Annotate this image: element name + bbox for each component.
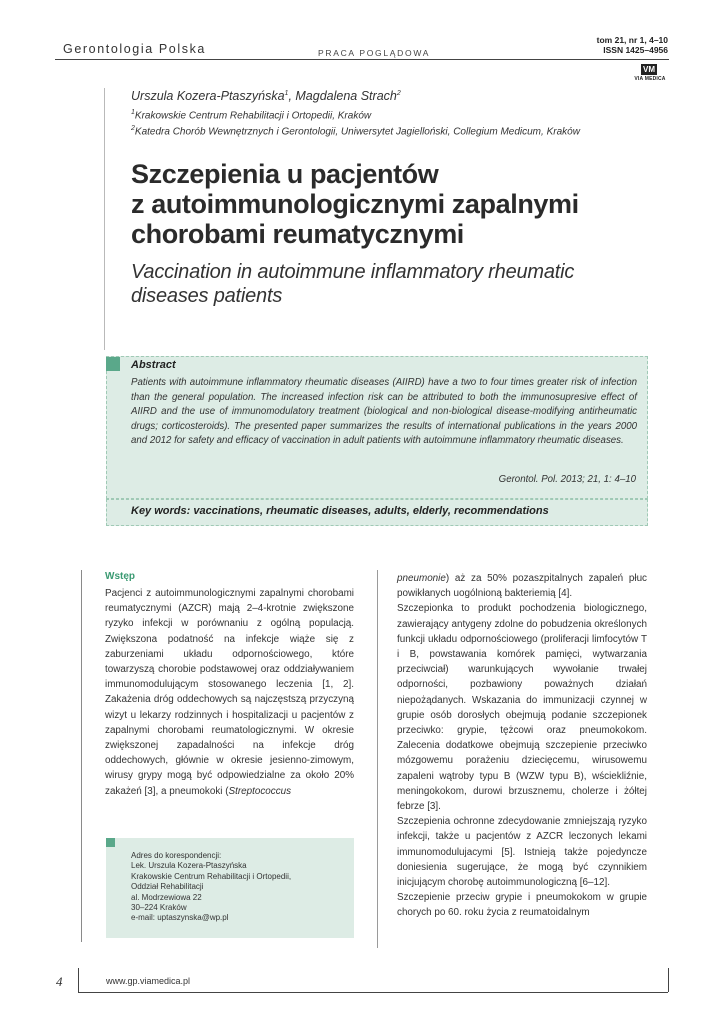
publisher-logo <box>630 64 670 88</box>
author-1: Urszula Kozera-Ptaszyńska <box>131 89 285 103</box>
via-medica-logo-icon: VM <box>643 65 655 74</box>
body-text-italic: Streptococcus <box>228 785 292 797</box>
body-paragraph: Szczepionka to produkt pochodzenia biologicznego, zawierający antygeny zdolne do pobudzenia określonych funkcji układu odpornościowego (proliferacji limfocytów T i B, powstawania komórek pamięci, wytwarzania przeciwciał) warunkujących wywołanie trwałej odporności, pozbawiony poważnych działań niepożądanych. Wskazania do immunizacji czynnej w grupie osób dorosłych obejmują podanie szczepionek przeciwko: grypie, tężcowi oraz pneumokokom. Zalecenia dodatkowe obejmują szczepienie przeciwko mózgowemu porażeniu dziecięcemu, wirusowemu zapaleni wątroby typu B (WZW typu B), wściekliźnie, meningokokom, durowi brzusznemu, cholerze i żółtej febrze [3]. <box>397 603 647 813</box>
correspondence-line: Krakowskie Centrum Rehabilitacji i Ortopedii, <box>131 871 292 881</box>
title-english <box>131 260 651 308</box>
body-text: Pacjenci z autoimmunologicznymi zapalnymi chorobami reumatycznymi (AZCR) mają 2–4-krotnie zwiększone ryzyko infekcji w porównaniu z ogólną populacją. Zwiększona podatność na infekcje wiąże się z zaburzeniami układu odpornościowego, które towarzyszą chorobie podstawowej oraz oddziaływaniem immunomodulującym stosowanego leczenia [1, 2]. Zakażenia dróg oddechowych są najczęstszą przyczyną wizyt u lekarzy rodzinnych i hospitalizacji u pacjentów z zapalnymi chorobami reumatologicznymi. W okresie zwiększonej zapadalności na infekcje dróg oddechowych, głównie w okresie jesienno-zimowym, wirusy grypy mogą być odpowiedzialne za około 20% zakażeń [3], a pneumokoki ( <box>105 588 354 797</box>
body-paragraph <box>397 571 647 601</box>
footer-url-link[interactable]: www.gp.viamedica.pl <box>106 976 191 986</box>
title-polish <box>131 159 651 249</box>
correspondence-line: al. Modrzewiowa 22 <box>131 892 202 902</box>
affiliation-1 <box>131 109 371 121</box>
header-rule <box>55 59 669 60</box>
author-2-affiliation-mark: 2 <box>396 89 401 97</box>
author-1-affiliation-mark: 1 <box>284 89 289 97</box>
issue-info <box>597 35 668 55</box>
body-column-right <box>397 571 647 921</box>
publisher-logo-text: VIA MEDICA <box>634 76 666 82</box>
title-english-line: diseases patients <box>131 285 283 307</box>
correspondence-line: 30–224 Kraków <box>131 903 187 913</box>
column-divider <box>377 570 378 948</box>
citation: Gerontol. Pol. 2013; 21, 1: 4–10 <box>498 474 636 485</box>
body-text-italic: pneumonie <box>397 573 446 584</box>
affiliation-2-text: Katedra Chorób Wewnętrznych i Gerontologii, Uniwersytet Jagielloński, Collegium Medicum, Kraków <box>134 126 580 138</box>
correspondence-marker-square <box>106 838 115 847</box>
footer-rule <box>78 968 79 992</box>
correspondence-line: Adres do korespondencji: <box>131 851 222 860</box>
affiliation-1-mark: 1 <box>131 109 135 116</box>
authors <box>131 89 401 103</box>
author-separator: , <box>288 89 296 103</box>
footer-rule <box>668 968 669 992</box>
correspondence-address <box>131 851 291 924</box>
left-margin-rule <box>81 570 82 942</box>
article-type: PRACA POGLĄDOWA <box>318 48 431 58</box>
affiliation-2-mark: 2 <box>131 125 135 132</box>
footer-rule <box>78 992 668 993</box>
correspondence-line: Oddział Rehabilitacji <box>131 882 204 892</box>
affiliation-1-text: Krakowskie Centrum Rehabilitacji i Ortopedii, Kraków <box>134 110 372 122</box>
abstract-heading: Abstract <box>131 359 176 371</box>
title-polish-line: Szczepienia u pacjentów <box>131 159 439 189</box>
abstract-text: Patients with autoimmune inflammatory rheumatic diseases (AIIRD) have a two to four times greater risk of infection than the general population. The increased infection risk can be attributed to both the immunosupresive effect of AIIRD and the use of immunomodulatory treatment (biological and non-biological disease-modifying antirheumatic drugs; corticosteroids). The presented paper summarizes the results of international publications in the years 2000 and 2012 for safety and efficacy of vaccination in adult patients with autoimmune inflammatory rheumatic diseases. <box>131 377 637 447</box>
body-text: ) aż za 50% pozaszpitalnych zapaleń płuc powikłanych uogólnioną bakteriemią [4]. <box>397 573 647 600</box>
journal-name: Gerontologia Polska <box>63 42 206 56</box>
left-margin-rule <box>104 88 105 350</box>
abstract-marker-square <box>106 357 120 371</box>
body-column-left <box>105 586 354 799</box>
correspondence-email[interactable]: e-mail: uptaszynska@wp.pl <box>131 913 229 923</box>
keywords: Key words: vaccinations, rheumatic diseases, adults, elderly, recommendations <box>131 505 549 517</box>
body-paragraph: Szczepienie przeciw grypie i pneumokokom w grupie chorych po 60. roku życia z reumatoidalnym <box>397 892 647 919</box>
affiliation-2 <box>131 125 580 137</box>
issue-issn: ISSN 1425–4956 <box>603 45 668 55</box>
title-polish-line: z autoimmunologicznymi zapalnymi <box>131 189 579 219</box>
title-english-line: Vaccination in autoimmune inflammatory rheumatic <box>131 261 575 283</box>
page-number: 4 <box>56 974 63 989</box>
author-2: Magdalena Strach <box>295 89 397 103</box>
body-paragraph: Szczepienia ochronne zdecydowanie zmniejszają ryzyko infekcji, także u pacjentów z AZCR leczonych lekami immunomodulujacymi [5]. Istnieją także pojedyncze doniesienia sugerujące, że mogą być czynnikiem inicjującym chorobę autoimmunologiczną [6–12]. <box>397 816 647 889</box>
issue-volume: tom 21, nr 1, 4–10 <box>596 35 668 45</box>
correspondence-line: Lek. Urszula Kozera-Ptaszyńska <box>131 861 247 871</box>
section-heading: Wstęp <box>105 571 135 582</box>
body-paragraph <box>105 586 354 799</box>
title-polish-line: chorobami reumatycznymi <box>131 219 464 249</box>
